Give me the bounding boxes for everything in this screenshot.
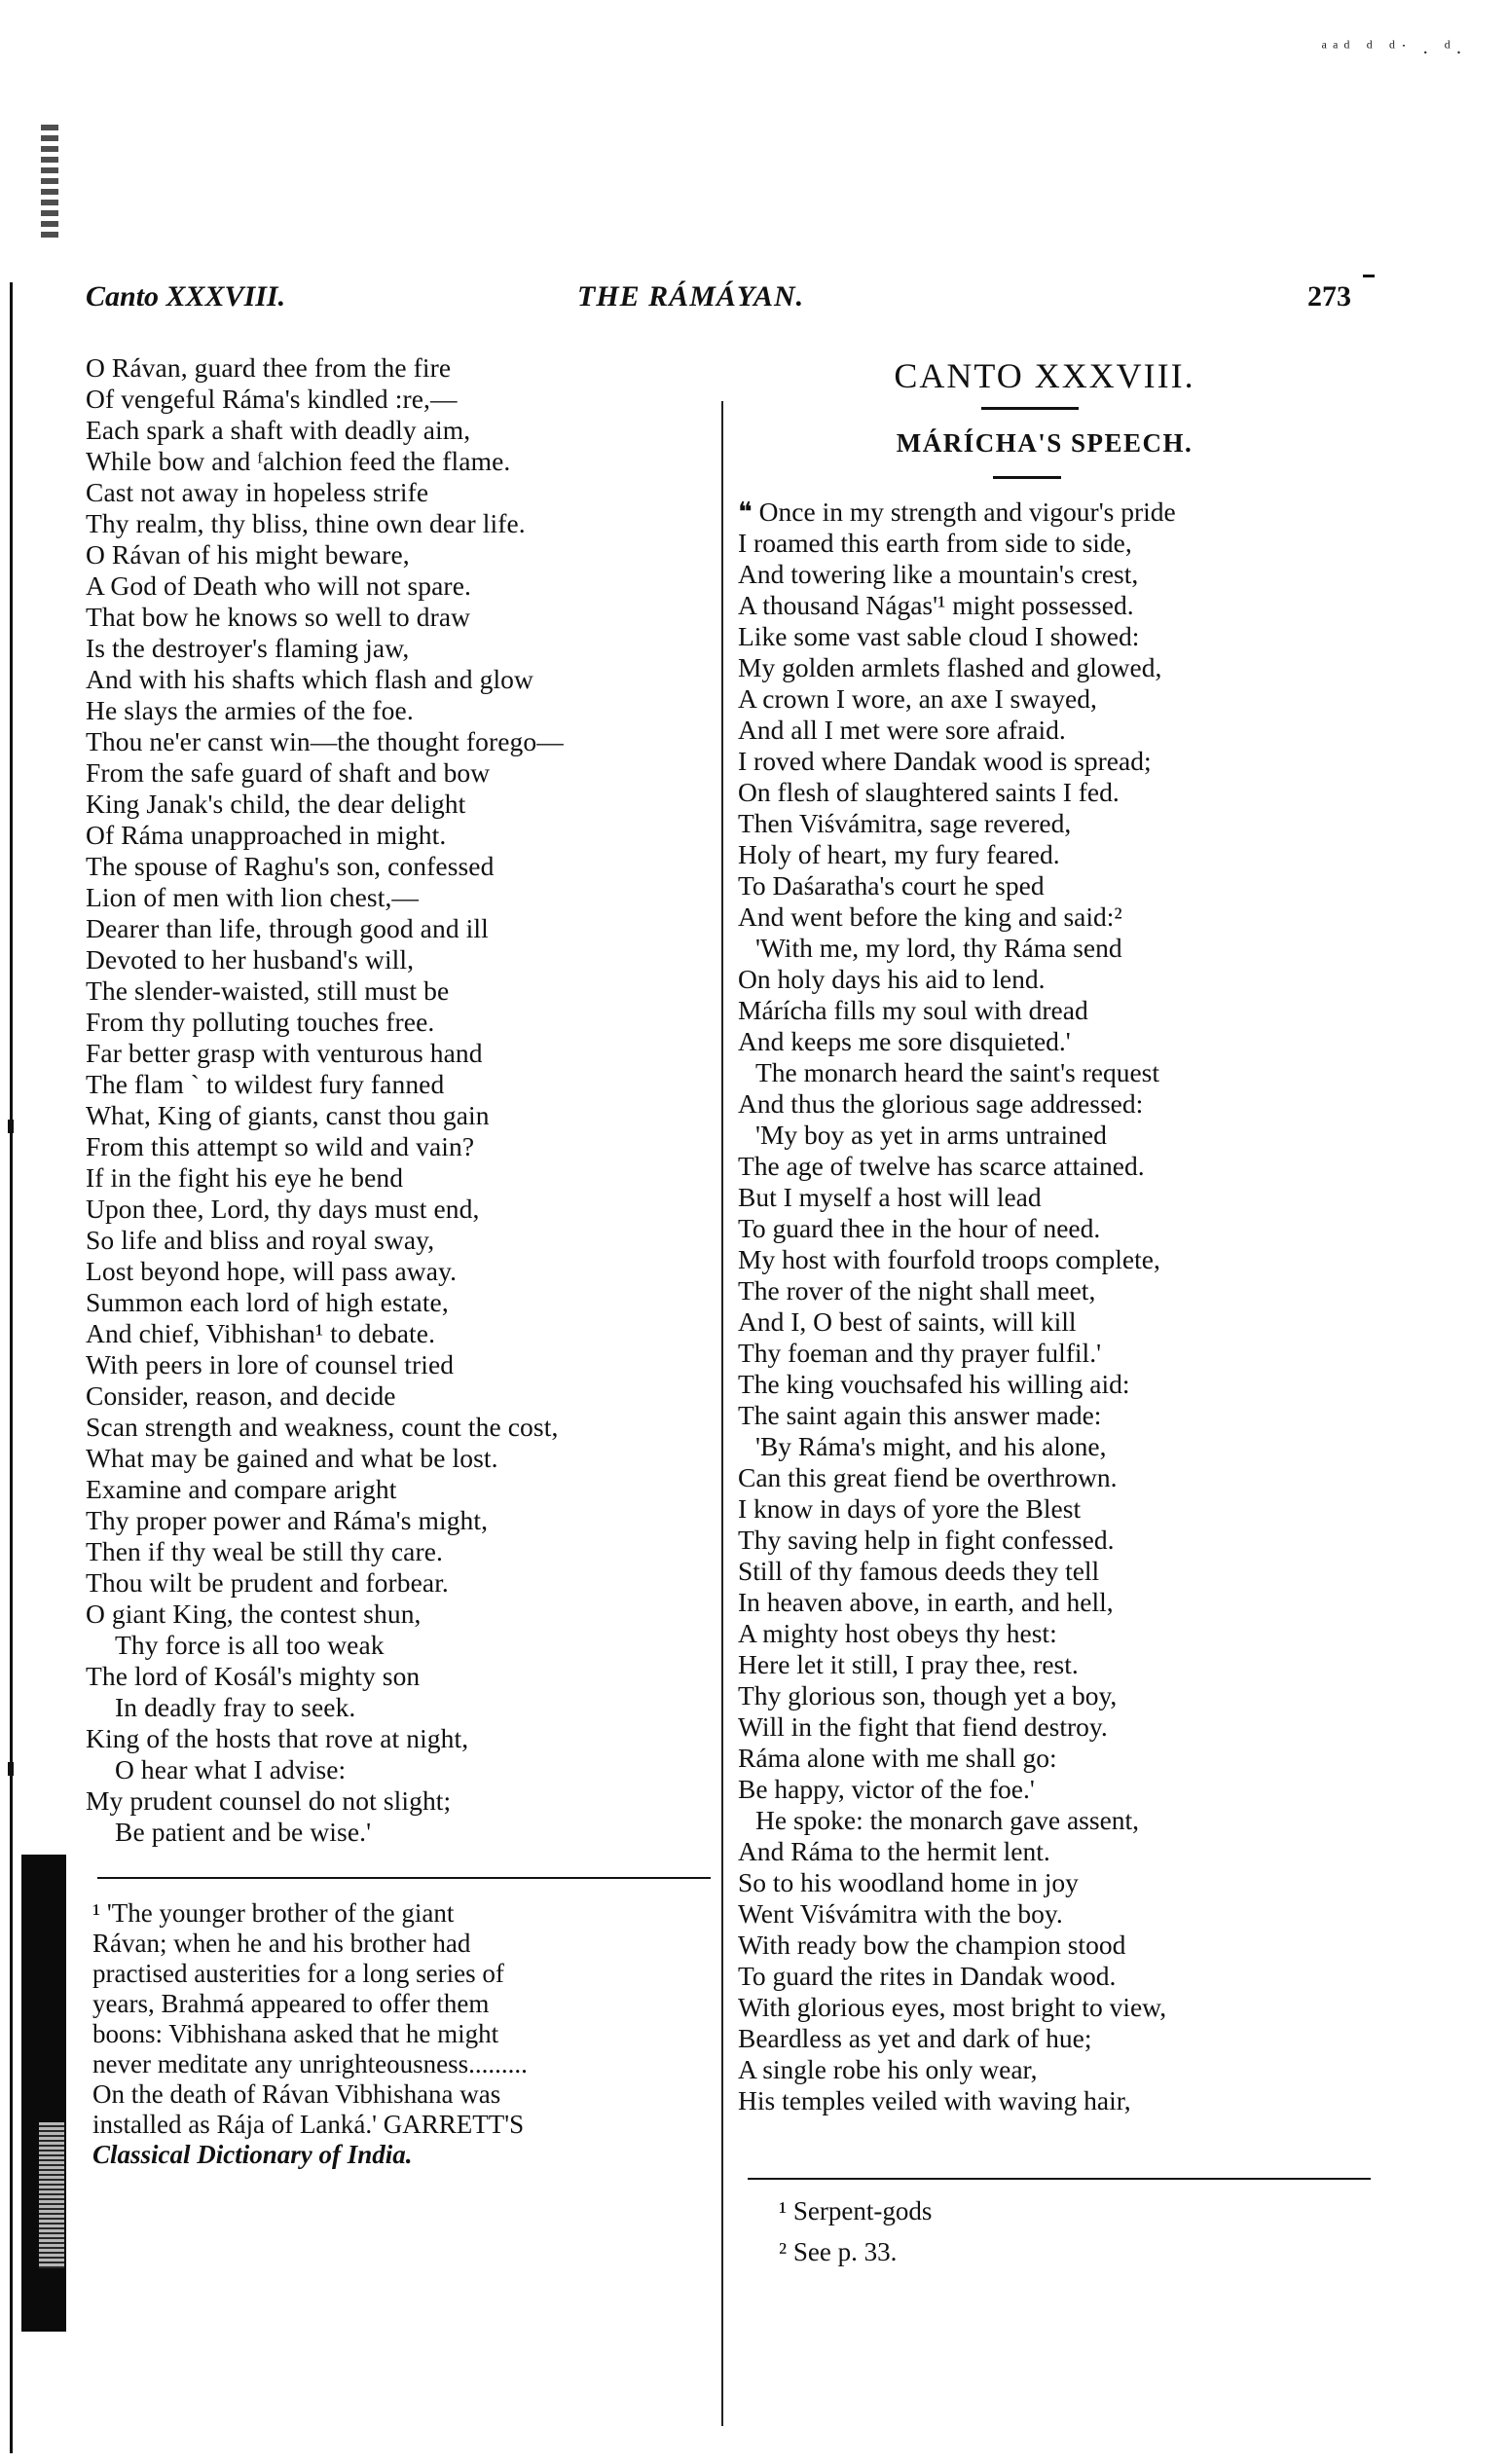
verse-line: And Ráma to the hermit lent. — [738, 1836, 1050, 1866]
title-rule — [993, 476, 1061, 479]
verse-line: My prudent counsel do not slight; — [86, 1785, 452, 1816]
scan-tick — [8, 1762, 14, 1776]
verse-line: Of vengeful Ráma's kindled :re,— — [86, 384, 458, 414]
scan-edge-mark — [41, 125, 58, 241]
verse-line: Will in the fight that fiend destroy. — [738, 1711, 1108, 1742]
verse-line: Can this great fiend be overthrown. — [738, 1462, 1118, 1492]
verse-line: To Daśaratha's court he sped — [738, 870, 1045, 901]
verse-line: What, King of giants, canst thou gain — [86, 1100, 490, 1130]
verse-line: Far better grasp with venturous hand — [86, 1038, 483, 1068]
verse-line: I know in days of yore the Blest — [738, 1493, 1082, 1524]
right-column-verse — [738, 496, 1371, 2116]
page-number: 273 — [1307, 280, 1351, 313]
footnote-line: never meditate any unrighteousness......... — [92, 2049, 528, 2078]
verse-line: In heaven above, in earth, and hell, — [738, 1587, 1114, 1617]
verse-line: Then if thy weal be still thy care. — [86, 1536, 443, 1566]
verse-line: 'My boy as yet in arms untrained — [755, 1120, 1107, 1150]
verse-line: Scan strength and weakness, count the cost, — [86, 1412, 559, 1442]
canto-title: CANTO XXXVIII. — [894, 356, 1195, 395]
header-book-title: THE RÁMÁYAN. — [577, 280, 805, 313]
verse-line: To guard the rites in Dandak wood. — [738, 1961, 1117, 1991]
scan-corner-mark: ᵃᵃᵈ ᵈ ᵈˑ . ᵈ. — [1321, 37, 1467, 58]
verse-line: And keeps me sore disquieted.' — [738, 1026, 1071, 1056]
verse-line: My golden armlets flashed and glowed, — [738, 652, 1162, 682]
verse-line: Consider, reason, and decide — [86, 1380, 396, 1411]
verse-line: He spoke: the monarch gave assent, — [755, 1805, 1140, 1835]
verse-line: Devoted to her husband's will, — [86, 944, 415, 975]
verse-line: And towering like a mountain's crest, — [738, 559, 1139, 589]
verse-line: O giant King, the contest shun, — [86, 1599, 422, 1629]
verse-line: While bow and ᶠalchion feed the flame. — [86, 446, 511, 476]
verse-line: Then Viśvámitra, sage revered, — [738, 808, 1072, 838]
verse-line: The lord of Kosál's mighty son — [86, 1661, 421, 1691]
scan-tick — [8, 1120, 14, 1133]
footnote-serpent-gods: ¹ Serpent-gods — [779, 2196, 933, 2225]
verse-line: The king vouchsafed his willing aid: — [738, 1369, 1130, 1399]
verse-line: On holy days his aid to lend. — [738, 964, 1046, 994]
verse-line: Beardless as yet and dark of hue; — [738, 2023, 1092, 2053]
verse-line: The flam ˋ to wildest fury fanned — [86, 1069, 445, 1099]
verse-line: Thy glorious son, though yet a boy, — [738, 1680, 1118, 1710]
scan-left-border — [10, 282, 13, 2453]
verse-line: Upon thee, Lord, thy days must end, — [86, 1194, 480, 1224]
verse-line: And with his shafts which flash and glow — [86, 664, 533, 694]
footnote-divider — [97, 1877, 711, 1879]
verse-line: So life and bliss and royal sway, — [86, 1225, 435, 1255]
verse-line: In deadly fray to seek. — [115, 1692, 356, 1722]
verse-line: Be happy, victor of the foe.' — [738, 1774, 1035, 1804]
verse-line: Lion of men with lion chest,— — [86, 882, 420, 912]
verse-line: ❝ Once in my strength and vigour's pride — [738, 496, 1176, 527]
section-title: MÁRÍCHA'S SPEECH. — [896, 428, 1194, 458]
verse-line: O Rávan, guard thee from the fire — [86, 352, 452, 383]
footnote-line: ¹ 'The younger brother of the giant — [92, 1898, 455, 1928]
footnote-vibhishan — [92, 1898, 716, 2170]
header-canto: Canto XXXVIII. — [86, 280, 286, 313]
verse-line: A single robe his only wear, — [738, 2054, 1038, 2084]
verse-line: Still of thy famous deeds they tell — [738, 1556, 1100, 1586]
verse-line: Thy realm, thy bliss, thine own dear life. — [86, 508, 526, 538]
verse-line: Here let it still, I pray thee, rest. — [738, 1649, 1079, 1679]
scan-tick — [1363, 275, 1375, 277]
verse-line: A thousand Nágas'¹ might possessed. — [738, 590, 1134, 620]
verse-line: Summon each lord of high estate, — [86, 1287, 449, 1317]
footnote-line: On the death of Rávan Vibhishana was — [92, 2079, 501, 2109]
verse-line: To guard thee in the hour of need. — [738, 1213, 1101, 1243]
verse-line: Cast not away in hopeless strife — [86, 477, 429, 507]
verse-line: I roved where Dandak wood is spread; — [738, 746, 1152, 776]
title-rule — [981, 407, 1079, 410]
verse-line: Be patient and be wise.' — [115, 1817, 372, 1847]
verse-line: If in the fight his eye he bend — [86, 1162, 404, 1193]
verse-line: Of Ráma unapproached in might. — [86, 820, 447, 850]
footnote-line: installed as Rája of Lanká.' GARRETT'S — [92, 2110, 525, 2139]
verse-line: His temples veiled with waving hair, — [738, 2085, 1131, 2115]
verse-line: Like some vast sable cloud I showed: — [738, 621, 1140, 651]
running-header — [86, 280, 1351, 325]
verse-line: The spouse of Raghu's son, confessed — [86, 851, 495, 881]
verse-line: A God of Death who will not spare. — [86, 570, 471, 601]
verse-line: Thou ne'er canst win—the thought forego— — [86, 726, 564, 756]
verse-line: Márícha fills my soul with dread — [738, 995, 1088, 1025]
verse-line: With peers in lore of counsel tried — [86, 1349, 455, 1379]
verse-line: Holy of heart, my fury feared. — [738, 839, 1060, 869]
verse-line: And all I met were sore afraid. — [738, 715, 1066, 745]
verse-line: The age of twelve has scarce attained. — [738, 1151, 1145, 1181]
column-divider — [721, 401, 723, 2426]
verse-line: From the safe guard of shaft and bow — [86, 757, 491, 788]
verse-line: King of the hosts that rove at night, — [86, 1723, 469, 1753]
verse-line: Thy force is all too weak — [115, 1630, 385, 1660]
scan-edge-noise — [39, 2122, 64, 2268]
verse-line: The rover of the night shall meet, — [738, 1275, 1096, 1306]
verse-line: Ráma alone with me shall go: — [738, 1743, 1057, 1773]
verse-line: My host with fourfold troops complete, — [738, 1244, 1160, 1274]
verse-line: And I, O best of saints, will kill — [738, 1306, 1077, 1337]
footnote-line: boons: Vibhishana asked that he might — [92, 2019, 499, 2048]
footnote-line: Rávan; when he and his brother had — [92, 1929, 471, 1958]
verse-line: 'With me, my lord, thy Ráma send — [755, 933, 1122, 963]
verse-line: The saint again this answer made: — [738, 1400, 1102, 1430]
verse-line: He slays the armies of the foe. — [86, 695, 414, 725]
footnote-page-ref: ² See p. 33. — [779, 2237, 898, 2266]
verse-line: Dearer than life, through good and ill — [86, 913, 489, 943]
footnote-line: years, Brahmá appeared to offer them — [92, 1989, 490, 2018]
verse-line: Each spark a shaft with deadly aim, — [86, 415, 471, 445]
verse-line: So to his woodland home in joy — [738, 1867, 1079, 1897]
verse-line: Went Viśvámitra with the boy. — [738, 1898, 1063, 1929]
verse-line: And chief, Vibhishan¹ to debate. — [86, 1318, 436, 1348]
verse-line: With ready bow the champion stood — [738, 1930, 1126, 1960]
footnote-source: Classical Dictionary of India. — [92, 2140, 413, 2169]
verse-line: But I myself a host will lead — [738, 1182, 1042, 1212]
verse-line: Lost beyond hope, will pass away. — [86, 1256, 458, 1286]
footnote-line: practised austerities for a long series of — [92, 1959, 504, 1988]
verse-line: The slender-waisted, still must be — [86, 975, 450, 1006]
footnote-divider — [748, 2178, 1371, 2180]
verse-line: A mighty host obeys thy hest: — [738, 1618, 1057, 1648]
verse-line: From thy polluting touches free. — [86, 1007, 435, 1037]
verse-line: Thy proper power and Ráma's might, — [86, 1505, 489, 1535]
verse-line: From this attempt so wild and vain? — [86, 1131, 475, 1161]
verse-line: On flesh of slaughtered saints I fed. — [738, 777, 1120, 807]
verse-line: Examine and compare aright — [86, 1474, 397, 1504]
footnotes-right — [779, 2190, 932, 2272]
verse-line: O Rávan of his might beware, — [86, 539, 410, 570]
verse-line: With glorious eyes, most bright to view, — [738, 1992, 1167, 2022]
verse-line: Thy saving help in fight confessed. — [738, 1525, 1115, 1555]
verse-line: The monarch heard the saint's request — [755, 1057, 1160, 1087]
verse-line: I roamed this earth from side to side, — [738, 528, 1132, 558]
verse-line: O hear what I advise: — [115, 1754, 347, 1784]
left-column-verse — [86, 352, 718, 1848]
verse-line: And thus the glorious sage addressed: — [738, 1088, 1144, 1119]
verse-line: Is the destroyer's flaming jaw, — [86, 633, 410, 663]
verse-line: What may be gained and what be lost. — [86, 1443, 498, 1473]
verse-line: King Janak's child, the dear delight — [86, 789, 466, 819]
right-column — [738, 352, 1371, 2116]
verse-line: And went before the king and said:² — [738, 901, 1122, 932]
verse-line: Thou wilt be prudent and forbear. — [86, 1567, 449, 1598]
verse-line: That bow he knows so well to draw — [86, 602, 471, 632]
verse-line: 'By Ráma's might, and his alone, — [755, 1431, 1107, 1461]
verse-line: Thy foeman and thy prayer fulfil.' — [738, 1338, 1102, 1368]
verse-line: A crown I wore, an axe I swayed, — [738, 683, 1097, 714]
